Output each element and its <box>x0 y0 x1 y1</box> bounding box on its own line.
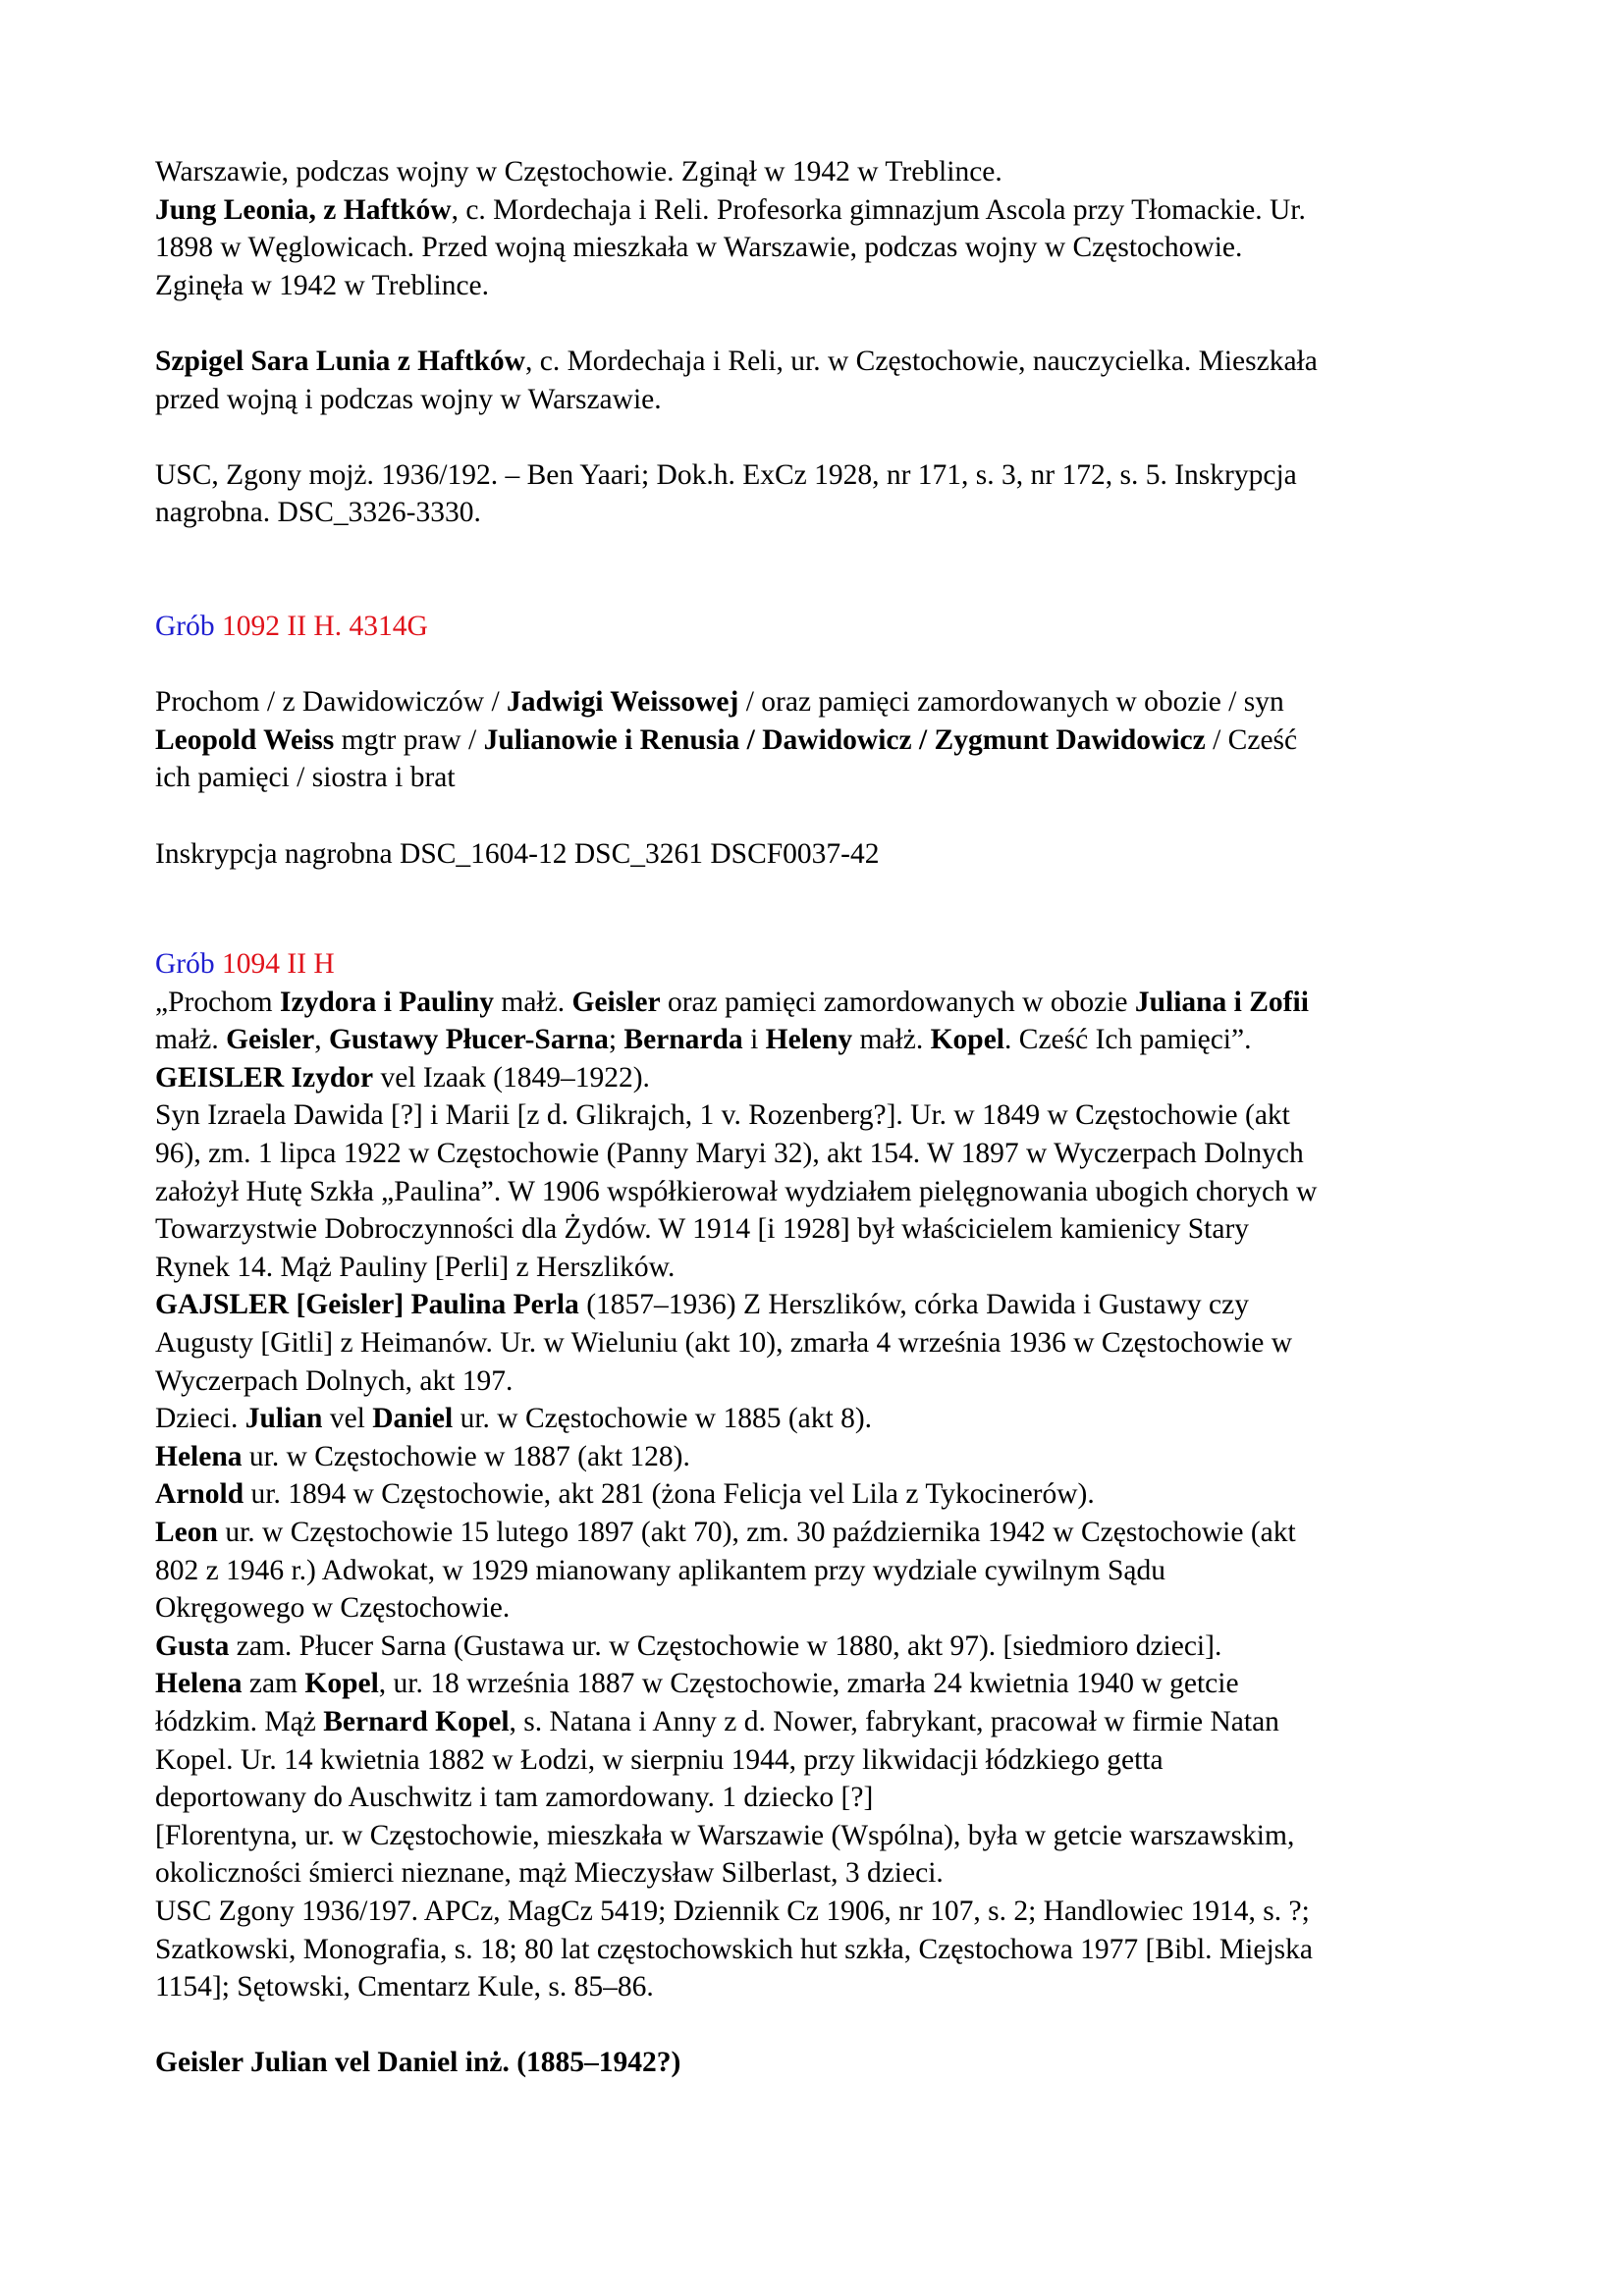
entry-leon: Leon ur. w Częstochowie 15 lutego 1897 (akt 70), zm. 30 października 1942 w Częstochowie (akt <box>155 1517 1296 1548</box>
text-line: okoliczności śmierci nieznane, mąż Mieczysław Silberlast, 3 dzieci. <box>155 1857 944 1890</box>
text-line: Wyczerpach Dolnych, akt 197. <box>155 1364 514 1397</box>
entry-jung: Jung Leonia, z Haftków, c. Mordechaja i Reli. Profesorka gimnazjum Ascola przy Tłomackie. Ur. <box>155 193 1306 226</box>
text-line: Warszawie, podczas wojny w Częstochowie. Zginął w 1942 w Treblince. <box>155 156 1002 187</box>
text-line: deportowany do Auschwitz i tam zamordowany. 1 dziecko [?] <box>155 1782 874 1814</box>
entry-paulina: GAJSLER [Geisler] Paulina Perla (1857–1936) Z Herszlików, córka Dawida i Gustawy czy <box>155 1289 1249 1321</box>
text-line: Syn Izraela Dawida [?] i Marii [z d. Glikrajch, 1 v. Rozenberg?]. Ur. w 1849 w Częstochowie (akt <box>155 1099 1290 1132</box>
person-name: GAJSLER [Geisler] Paulina Perla <box>155 1289 579 1321</box>
source-line: Szatkowski, Monografia, s. 18; 80 lat częstochowskich hut szkła, Częstochowa 1977 [Bibl. Miejska <box>155 1933 1313 1965</box>
document-page <box>155 153 1490 2082</box>
inscription-line: małż. Geisler, Gustawy Płucer-Sarna; Bernarda i Heleny małż. Kopel. Cześć Ich pamięci”. <box>155 1024 1252 1056</box>
children-line: Dzieci. Julian vel Daniel ur. w Częstochowie w 1885 (akt 8). <box>155 1403 873 1435</box>
person-name: Jung Leonia, z Haftków <box>155 193 452 226</box>
grave-heading-1094 <box>155 945 1490 984</box>
grave-number: 1094 II H <box>222 948 335 981</box>
entry-szpigel: Szpigel Sara Lunia z Haftków, c. Mordechaja i Reli, ur. w Częstochowie, nauczycielka. Mieszkała <box>155 345 1318 377</box>
text-line: Rynek 14. Mąż Pauliny [Perli] z Herszlików. <box>155 1251 676 1283</box>
text-line: 802 z 1946 r.) Adwokat, w 1929 mianowany aplikantem przy wydziale cywilnym Sądu <box>155 1554 1166 1586</box>
person-name: GEISLER Izydor <box>155 1061 374 1094</box>
text-line: Zginęła w 1942 w Treblince. <box>155 269 490 301</box>
person-name: Gusta <box>155 1629 230 1662</box>
entry-izydor: GEISLER Izydor vel Izaak (1849–1922). <box>155 1061 650 1094</box>
person-name: Leon <box>155 1517 218 1548</box>
inscription-line: ich pamięci / siostra i brat <box>155 762 456 794</box>
text-line: Okręgowego w Częstochowie. <box>155 1592 511 1625</box>
inscription-line: „Prochom Izydora i Pauliny małż. Geisler oraz pamięci zamordowanych w obozie Juliana i Zofii <box>155 986 1309 1018</box>
source-line: USC, Zgony mojż. 1936/192. – Ben Yaari; Dok.h. ExCz 1928, nr 171, s. 3, nr 172, s. 5. Inskrypcja <box>155 458 1297 491</box>
text-line: Augusty [Gitli] z Heimanów. Ur. w Wieluniu (akt 10), zmarła 4 września 1936 w Częstochowie w <box>155 1327 1293 1360</box>
source-line: Inskrypcja nagrobna DSC_1604-12 DSC_3261 DSCF0037-42 <box>155 837 880 870</box>
entry-helena-kopel: Helena zam Kopel, ur. 18 września 1887 w Częstochowie, zmarła 24 kwietnia 1940 w getcie <box>155 1668 1239 1700</box>
grave-heading-1092 <box>155 608 1490 646</box>
inscription-line: Prochom / z Dawidowiczów / Jadwigi Weissowej / oraz pamięci zamordowanych w obozie / syn <box>155 686 1284 719</box>
grave-label: Grób <box>155 610 215 642</box>
entry-arnold: Arnold ur. 1894 w Częstochowie, akt 281 (żona Felicja vel Lila z Tykocinerów). <box>155 1478 1095 1511</box>
person-name: Helena <box>155 1440 243 1472</box>
text-line: założył Hutę Szkła „Paulina”. W 1906 współkierował wydziałem pielęgnowania ubogich chorych w <box>155 1175 1318 1207</box>
source-line: USC Zgony 1936/197. APCz, MagCz 5419; Dziennik Cz 1906, nr 107, s. 2; Handlowiec 1914, s. ?; <box>155 1895 1310 1927</box>
text-line: Towarzystwie Dobroczynności dla Żydów. W 1914 [i 1928] był właścicielem kamienicy Stary <box>155 1213 1250 1246</box>
text-line: [Florentyna, ur. w Częstochowie, mieszkała w Warszawie (Wspólna), była w getcie warszawskim, <box>155 1819 1295 1851</box>
person-name: Arnold <box>155 1478 244 1511</box>
text-line: Kopel. Ur. 14 kwietnia 1882 w Łodzi, w sierpniu 1944, przy likwidacji łódzkiego getta <box>155 1743 1164 1776</box>
text-line: 1898 w Węglowicach. Przed wojną mieszkała w Warszawie, podczas wojny w Częstochowie. <box>155 232 1243 264</box>
entry-helena: Helena ur. w Częstochowie w 1887 (akt 128). <box>155 1440 690 1472</box>
grave-number: 1092 II H. 4314G <box>222 610 428 642</box>
grave-label: Grób <box>155 948 215 981</box>
inscription-line: Leopold Weiss mgtr praw / Julianowie i Renusia / Dawidowicz / Zygmunt Dawidowicz / Cześć <box>155 723 1298 756</box>
text-line: 96), zm. 1 lipca 1922 w Częstochowie (Panny Maryi 32), akt 154. W 1897 w Wyczerpach Dolnych <box>155 1138 1304 1170</box>
entry-gusta: Gusta zam. Płucer Sarna (Gustawa ur. w Częstochowie w 1880, akt 97). [siedmioro dzieci]. <box>155 1629 1222 1662</box>
person-name: Szpigel Sara Lunia z Haftków <box>155 345 525 377</box>
text-line: przed wojną i podczas wojny w Warszawie. <box>155 383 662 415</box>
source-line: nagrobna. DSC_3326-3330. <box>155 497 481 529</box>
source-line: 1154]; Sętowski, Cmentarz Kule, s. 85–86. <box>155 1971 654 2003</box>
section-heading: Geisler Julian vel Daniel inż. (1885–1942?) <box>155 2047 681 2079</box>
text-line: łódzkim. Mąż Bernard Kopel, s. Natana i Anny z d. Nower, fabrykant, pracował w firmie Natan <box>155 1705 1279 1737</box>
